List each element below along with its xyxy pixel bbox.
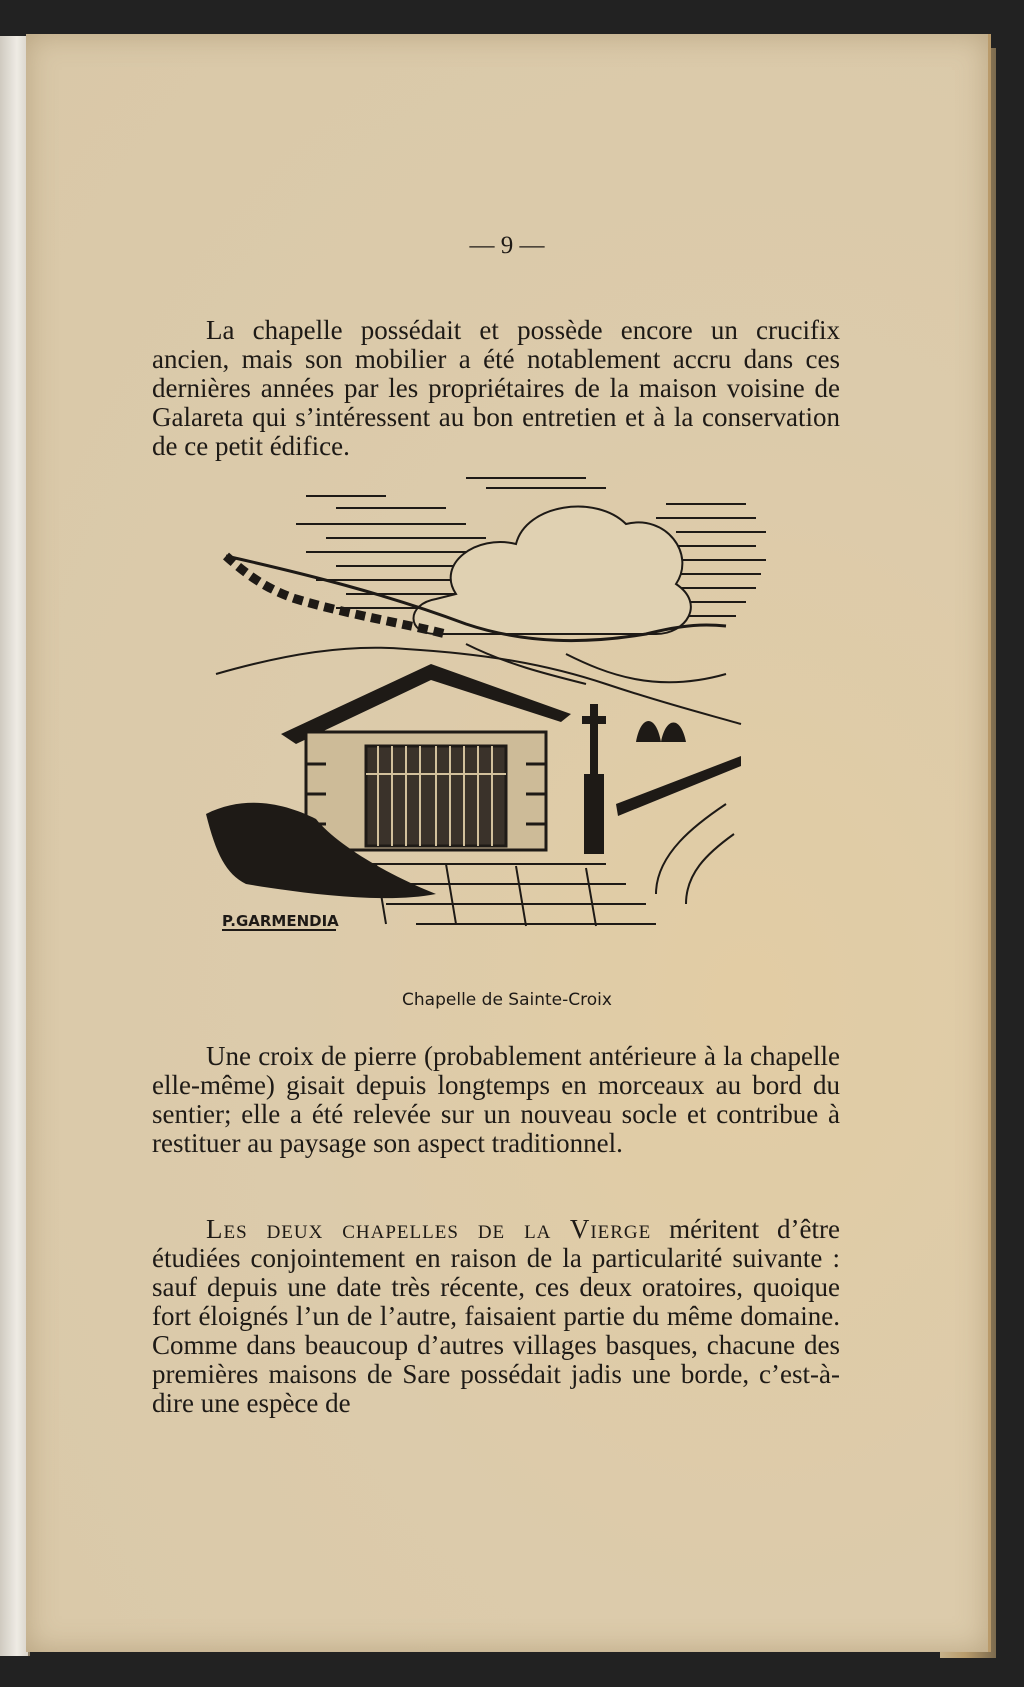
artist-signature: P.GARMENDIA: [222, 912, 339, 930]
paragraph-stone-cross: [152, 1042, 840, 1158]
paragraph-virgin-chapels-heading: Les deux chapelles de la Vierge: [206, 1214, 652, 1244]
page-number: — 9 —: [469, 232, 545, 259]
paragraph-crucifix: [152, 316, 840, 461]
chapel-illustration: [186, 474, 826, 994]
book-page: [26, 34, 991, 1652]
paragraph-crucifix-text: La chapelle possédait et possède encore un crucifix ancien, mais son mobilier a été notablement accru dans ces dernières années par les propriétaires de la maison voisine de Galareta qui s’intéressent au bon entretien et à la conservation de ce petit édifice.: [152, 315, 840, 461]
paragraph-virgin-chapels: [152, 1215, 840, 1418]
paragraph-stone-cross-text: Une croix de pierre (probablement antérieure à la chapelle elle-même) gisait depuis longtemps en morceaux au bord du sentier; elle a été relevée sur un nouveau socle et contribue à restituer au paysage son aspect traditionnel.: [152, 1041, 840, 1158]
illustration-caption: Chapelle de Sainte-Croix: [402, 990, 612, 1010]
paragraph-virgin-chapels-text: méritent d’être étudiées conjointement en raison de la particularité suivante : sauf depuis une date très récente, ces deux oratoires, quoique fort éloignés l’un de l’autre, faisaient partie du même domaine. Comme dans beaucoup d’autres villages basques, chacune des premières maisons de Sare possédait jadis une borde, c’est-à-dire une espèce de: [152, 1214, 840, 1418]
